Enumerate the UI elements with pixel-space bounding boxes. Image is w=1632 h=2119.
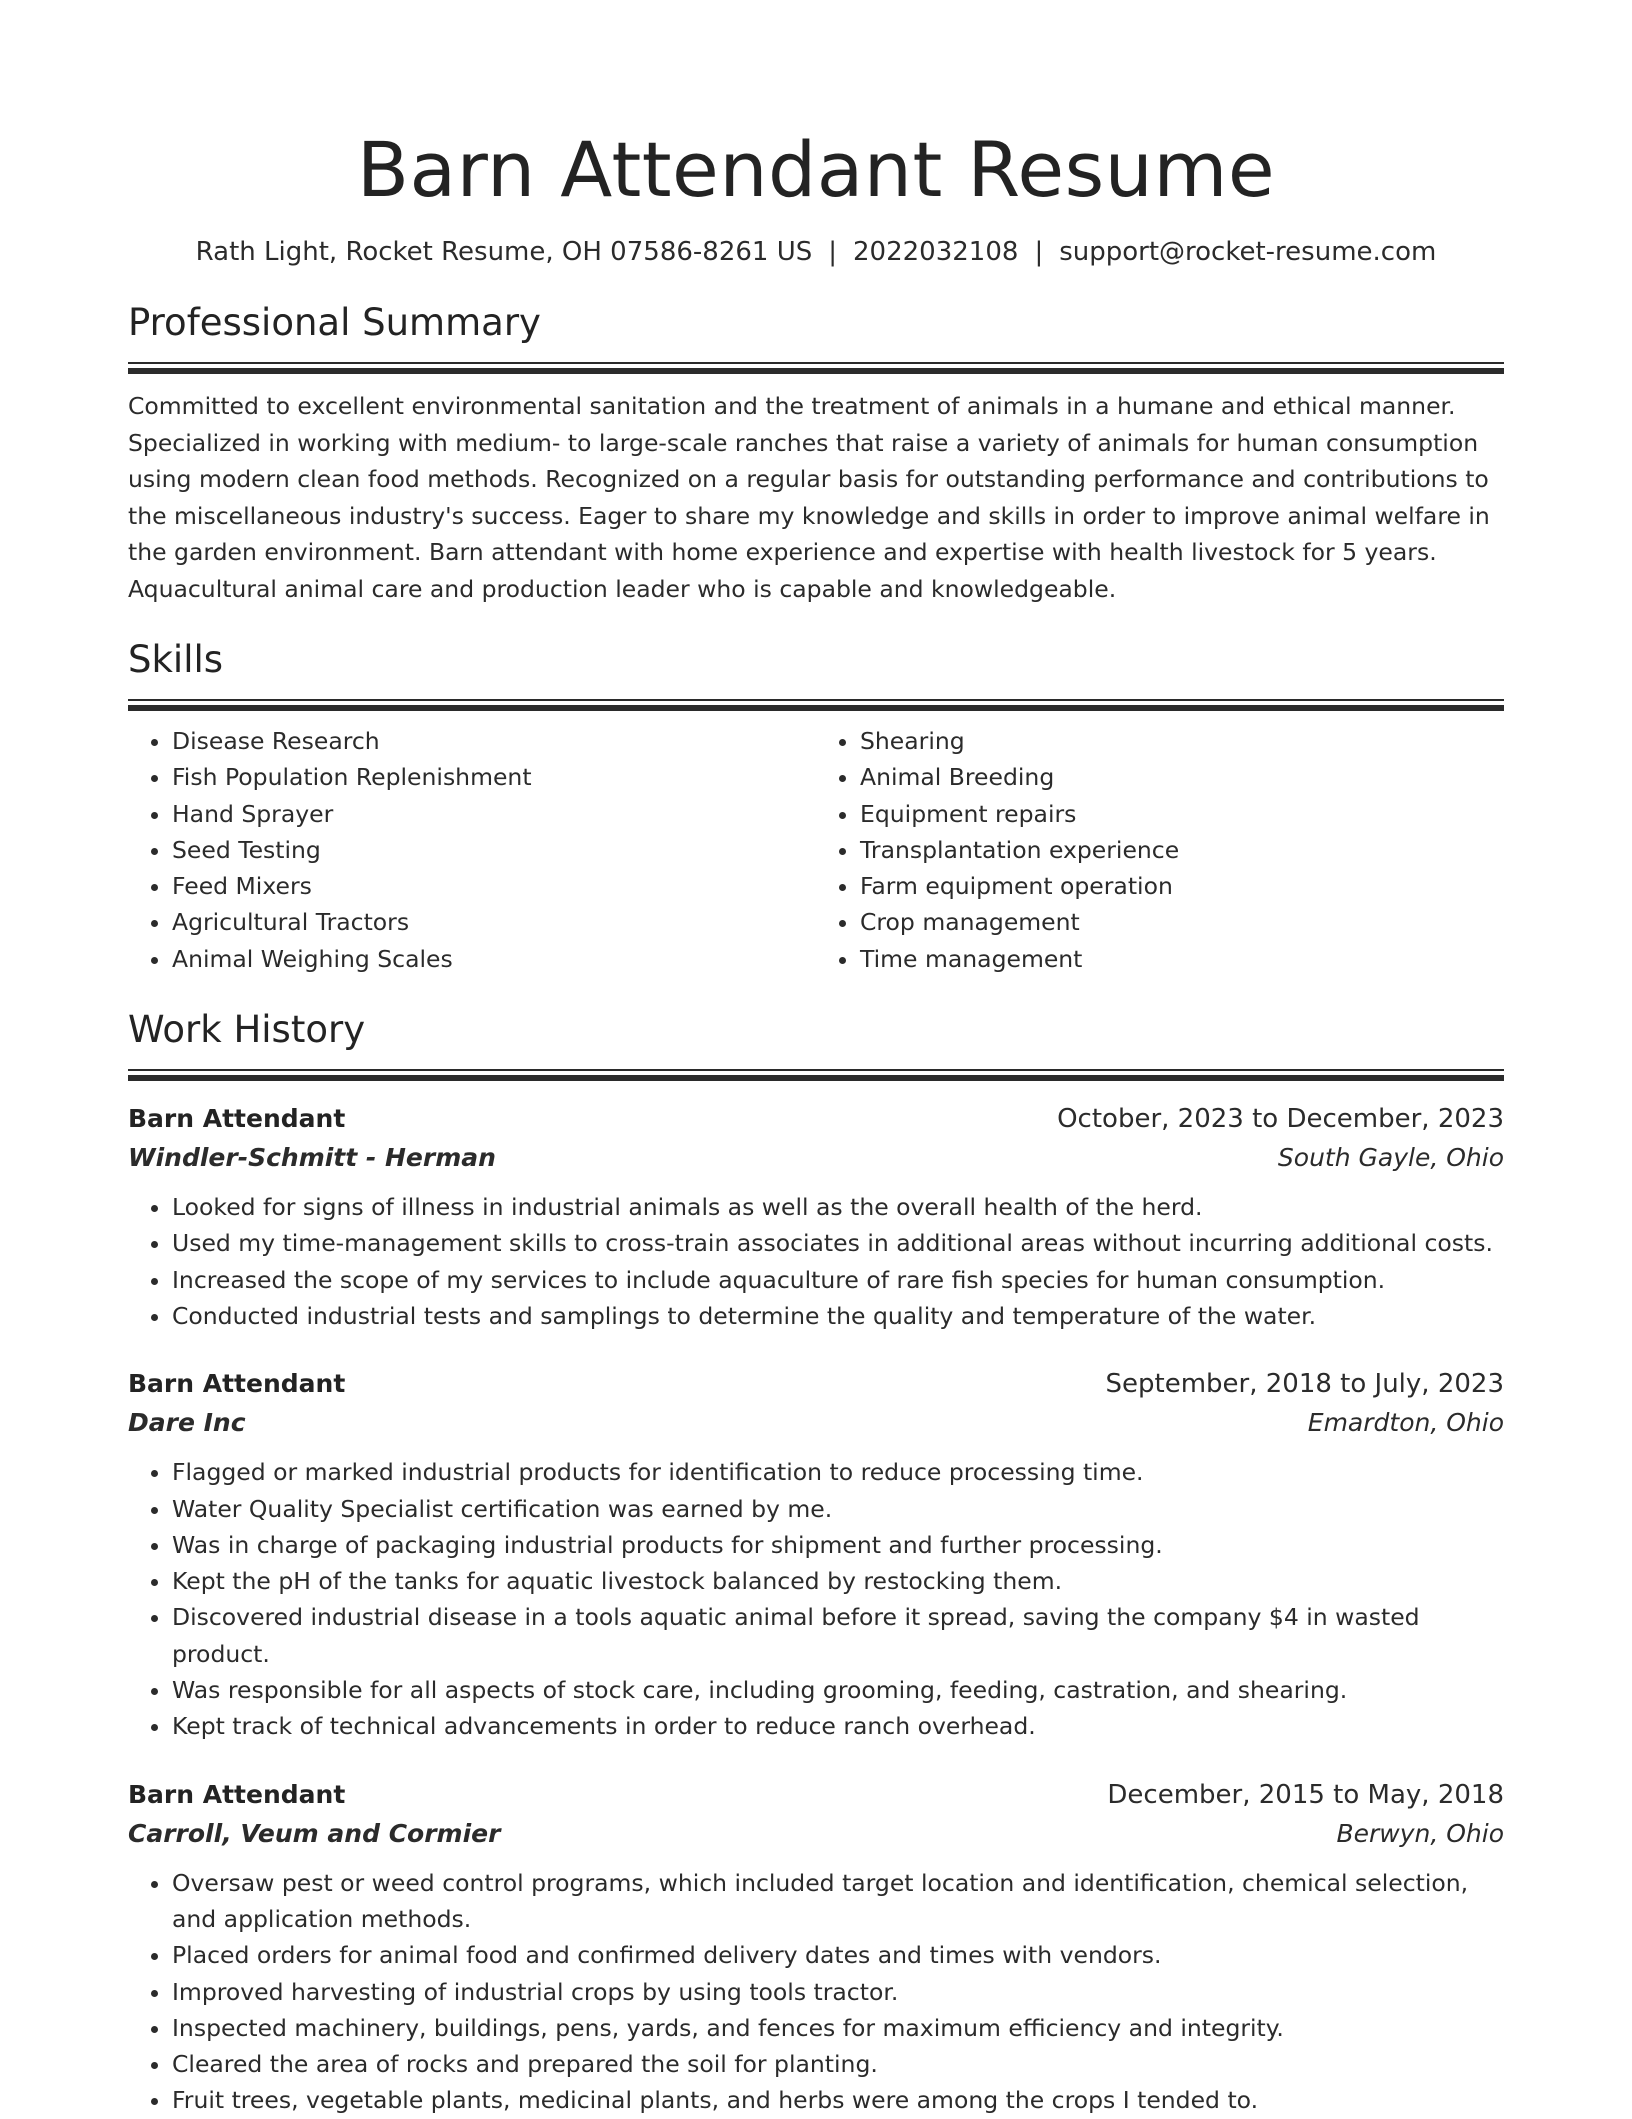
job-company: Dare Inc (128, 1408, 246, 1438)
skill-item: • Disease Research (172, 723, 816, 759)
job-bullet: • Oversaw pest or weed control programs, which included target location and identification, chemical selection, and application methods. (172, 1865, 1504, 1938)
skills-section (128, 635, 1504, 977)
job-entry (128, 1775, 1504, 2119)
skills-columns (128, 723, 1504, 977)
skill-item: • Shearing (860, 723, 1504, 759)
resume-page (128, 120, 1504, 2119)
skill-item: • Animal Weighing Scales (172, 941, 816, 977)
work-heading: Work History (128, 1008, 366, 1052)
job-bullet: • Conducted industrial tests and samplings to determine the quality and temperature of the water. (172, 1298, 1504, 1334)
contact-separator: | (1034, 237, 1044, 267)
work-section (128, 1005, 1504, 2119)
job-dates: September, 2018 to July, 2023 (1105, 1369, 1504, 1400)
contact-line (128, 234, 1504, 270)
skill-item: • Transplantation experience (860, 832, 1504, 868)
resume-title: Barn Attendant Resume (356, 125, 1276, 214)
contact-phone: 2022032108 (853, 237, 1019, 267)
job-bullet: • Inspected machinery, buildings, pens, yards, and fences for maximum efficiency and integrity. (172, 2010, 1504, 2046)
job-location: South Gayle, Ohio (1277, 1143, 1504, 1173)
skills-list-left (128, 723, 816, 977)
job-entry (128, 1099, 1504, 1334)
skill-item: • Animal Breeding (860, 759, 1504, 795)
job-location: Berwyn, Ohio (1336, 1818, 1504, 1848)
job-bullet: • Was in charge of packaging industrial products for shipment and further processing. (172, 1527, 1504, 1563)
contact-address: Rath Light, Rocket Resume, OH 07586-8261 US (195, 237, 813, 267)
job-bullet: • Flagged or marked industrial products for identification to reduce processing time. (172, 1454, 1504, 1490)
job-title: Barn Attendant (128, 1369, 346, 1399)
job-location: Emardton, Ohio (1307, 1408, 1504, 1438)
job-bullet: • Placed orders for animal food and confirmed delivery dates and times with vendors. (172, 1937, 1504, 1973)
section-divider (128, 699, 1504, 711)
job-bullet: • Improved harvesting of industrial crops by using tools tractor. (172, 1974, 1504, 2010)
job-dates: December, 2015 to May, 2018 (1107, 1779, 1504, 1810)
job-bullet: • Discovered industrial disease in a tools aquatic animal before it spread, saving the company $4 in wasted product. (172, 1599, 1504, 1672)
skill-item: • Seed Testing (172, 832, 816, 868)
job-bullet: • Was responsible for all aspects of stock care, including grooming, feeding, castration, and shearing. (172, 1672, 1504, 1708)
job-dates: October, 2023 to December, 2023 (1057, 1104, 1504, 1135)
job-bullet: • Used my time-management skills to cross-train associates in additional areas without incurring additional costs. (172, 1225, 1504, 1261)
skill-item: • Fish Population Replenishment (172, 759, 816, 795)
skill-item: • Time management (860, 941, 1504, 977)
job-bullets (128, 1454, 1504, 1744)
job-bullet: • Looked for signs of illness in industrial animals as well as the overall health of the herd. (172, 1189, 1504, 1225)
job-bullet: • Water Quality Specialist certification was earned by me. (172, 1491, 1504, 1527)
job-bullet: • Kept track of technical advancements in order to reduce ranch overhead. (172, 1708, 1504, 1744)
skills-heading: Skills (128, 638, 224, 681)
summary-text: Committed to excellent environmental sanitation and the treatment of animals in a humane and ethical manner. Specialized in working with medium- to large-scale ranches that raise a variety of animals for human consumption using modern clean food methods. Recognized on a regular basis for outstanding performance and contributions to the miscellaneous industry's success. Eager to share my knowledge and skills in order to improve animal welfare in the garden environment. Barn attendant with home experience and expertise with health livestock for 5 years. Aquacultural animal care and production leader who is capable and knowledgeable. (128, 392, 1490, 603)
job-bullets (128, 1189, 1504, 1334)
summary-heading: Professional Summary (128, 301, 541, 344)
section-divider (128, 362, 1504, 374)
skill-item: • Agricultural Tractors (172, 904, 816, 940)
skill-item: • Farm equipment operation (860, 868, 1504, 904)
summary-section (128, 298, 1504, 607)
job-title: Barn Attendant (128, 1779, 346, 1809)
skill-item: • Equipment repairs (860, 796, 1504, 832)
job-bullet: • Increased the scope of my services to include aquaculture of rare fish species for human consumption. (172, 1262, 1504, 1298)
skills-list-right (816, 723, 1504, 977)
skill-item: • Hand Sprayer (172, 796, 816, 832)
job-entry (128, 1364, 1504, 1744)
section-divider (128, 1069, 1504, 1081)
job-bullets (128, 1865, 1504, 2119)
job-bullet: • Kept the pH of the tanks for aquatic livestock balanced by restocking them. (172, 1563, 1504, 1599)
contact-email: support@rocket-resume.com (1059, 237, 1437, 267)
job-title: Barn Attendant (128, 1104, 346, 1134)
job-bullet: • Fruit trees, vegetable plants, medicinal plants, and herbs were among the crops I tended to. (172, 2082, 1504, 2118)
job-bullet: • Cleared the area of rocks and prepared the soil for planting. (172, 2046, 1504, 2082)
skill-item: • Feed Mixers (172, 868, 816, 904)
job-company: Carroll, Veum and Cormier (128, 1818, 501, 1848)
skill-item: • Crop management (860, 904, 1504, 940)
job-company: Windler-Schmitt - Herman (128, 1143, 496, 1173)
contact-separator: | (828, 237, 838, 267)
